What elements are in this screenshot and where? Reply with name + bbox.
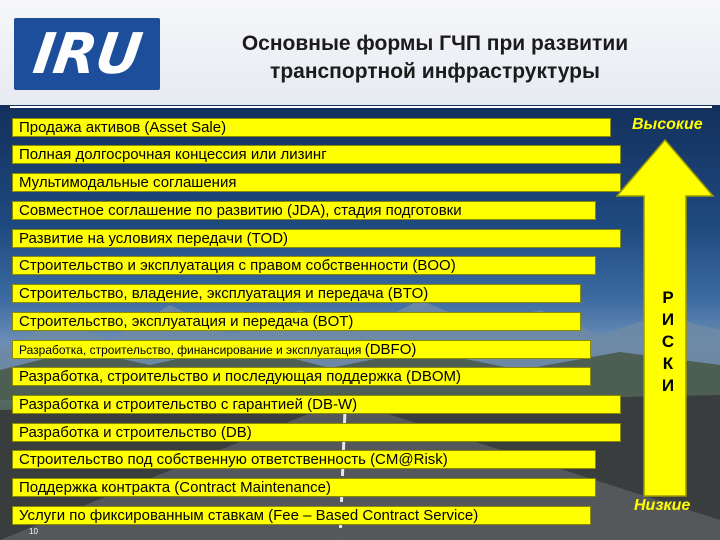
- risk-letter: С: [661, 332, 675, 351]
- list-item: Строительство и эксплуатация с правом собственности (BOO): [12, 256, 596, 275]
- list-item: Услуги по фиксированным ставкам (Fee – Based Contract Service): [12, 506, 591, 525]
- list-item: Разработка и строительство с гарантией (DB-W): [12, 395, 621, 414]
- list-item: Строительство, эксплуатация и передача (BOT): [12, 312, 581, 331]
- iru-logo: [14, 18, 160, 90]
- slide-title: [200, 30, 670, 86]
- list-item: Строительство, владение, эксплуатация и передача (BTO): [12, 284, 581, 303]
- title-line-1: Основные формы ГЧП при развитии: [241, 32, 629, 55]
- list-item: Разработка, строительство, финансирование и эксплуатация (DBFO): [12, 340, 591, 359]
- header-rule: [10, 106, 712, 108]
- list-item: Полная долгосрочная концессия или лизинг: [12, 145, 621, 164]
- list-item: Разработка, строительство и последующая поддержка (DBOM): [12, 367, 591, 386]
- risk-letter: Р: [662, 288, 674, 307]
- list-item: Поддержка контракта (Contract Maintenance): [12, 478, 596, 497]
- title-line-2: транспортной инфраструктуры: [270, 60, 600, 83]
- risk-low-label: Низкие: [634, 497, 691, 514]
- risk-letter: И: [661, 310, 675, 329]
- page-number: 10: [29, 527, 38, 536]
- list-item: Строительство под собственную ответственность (CM@Risk): [12, 450, 596, 469]
- list-item: Мультимодальные соглашения: [12, 173, 621, 192]
- list-item: Развитие на условиях передачи (TOD): [12, 229, 621, 248]
- risk-high-label: Высокие: [632, 116, 703, 133]
- risk-letter: К: [662, 354, 674, 373]
- logo-text: IRU: [29, 21, 145, 87]
- list-item: Разработка и строительство (DB): [12, 423, 621, 442]
- risk-letter: И: [661, 376, 675, 395]
- list-item: Совместное соглашение по развитию (JDA), стадия подготовки: [12, 201, 596, 220]
- list-item: Продажа активов (Asset Sale): [12, 118, 611, 137]
